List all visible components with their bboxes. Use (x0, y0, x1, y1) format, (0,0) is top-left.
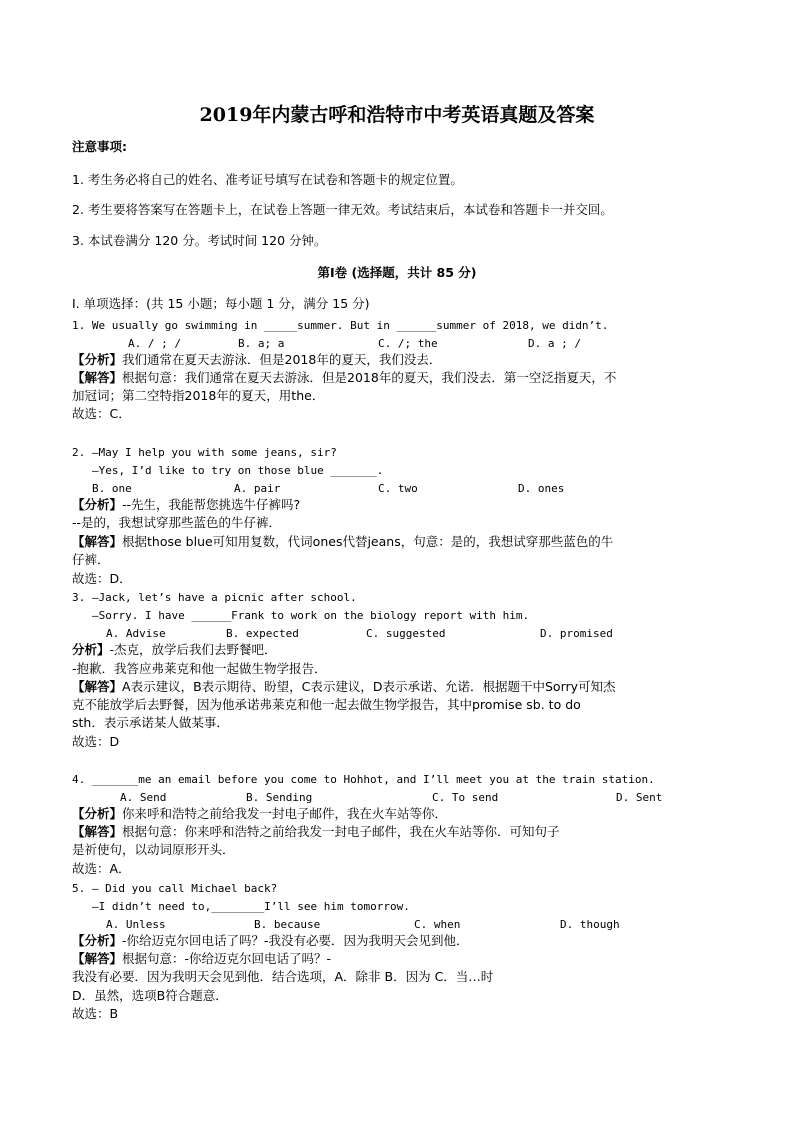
answer-label: 【解答】 (72, 824, 123, 839)
option: D. ones (518, 482, 565, 495)
answer-choice: 故选：A． (72, 861, 131, 876)
notice-heading: 注意事项: (72, 139, 127, 154)
answer-text: A表示建议，B表示期待、盼望，C表示建议，D表示承诺、允诺．根据题干中Sorry可知杰 (122, 679, 616, 694)
option: D. though (560, 918, 620, 931)
analysis-text: --先生，我能帮您挑选牛仔裤吗? (122, 497, 301, 512)
answer-text: 是祈使句，以动词原形开头． (72, 842, 235, 857)
answer (72, 823, 560, 841)
analysis (72, 496, 300, 514)
question-stem: 4. _______me an email before you come to Hohhot, and I’ll meet you at the train station. (72, 773, 655, 786)
question-stem: —Yes, I’d like to try on those blue _______. (92, 464, 384, 477)
answer-choice: 故选：D． (72, 571, 132, 586)
section-title: 第Ⅰ卷 (选择题，共计 85 分) (317, 265, 477, 280)
notice-item: 2. 考生要将答案写在答题卡上，在试卷上答题一律无效。考试结束后，本试卷和答题卡一并交回。 (72, 202, 613, 217)
answer (72, 369, 616, 387)
answer-text: 根据句意：你来呼和浩特之前给我发一封电子邮件，我在火车站等你．可知句子 (122, 824, 560, 839)
answer-label: 【解答】 (72, 951, 123, 966)
analysis (72, 641, 277, 659)
answer-choice: 故选：D (72, 734, 120, 749)
answer-choice: 故选：C． (72, 406, 131, 421)
analysis-text: -杰克，放学后我们去野餐吧． (109, 642, 277, 657)
answer-text: sth．表示承诺某人做某事． (72, 715, 229, 730)
option: A. / ; / (128, 337, 181, 350)
option: B. a; a (238, 337, 285, 350)
option: C. two (378, 482, 418, 495)
analysis (72, 805, 447, 823)
option: C. suggested (366, 627, 446, 640)
option: B. Sending (246, 791, 313, 804)
answer-text: 仔裤． (72, 552, 110, 567)
option: A. Send (120, 791, 167, 804)
analysis-text: 你来呼和浩特之前给我发一封电子邮件，我在火车站等你． (122, 806, 448, 821)
option: A. Advise (106, 627, 166, 640)
answer-label: 【解答】 (72, 534, 123, 549)
question-stem: 3. —Jack, let’s have a picnic after school. (72, 591, 357, 604)
answer-text: 我没有必要．因为我明天会见到他．结合选项，A．除非 B．因为 C．当…时 (72, 969, 494, 984)
analysis-label: 【分析】 (72, 806, 123, 821)
analysis-text: -你给迈克尔回电话了吗？-我没有必要．因为我明天会见到他． (122, 933, 469, 948)
analysis-text: --是的，我想试穿那些蓝色的牛仔裤． (72, 515, 282, 530)
option: B. one (92, 482, 132, 495)
answer (72, 533, 613, 551)
option: A. pair (234, 482, 281, 495)
answer-label: 【解答】 (72, 370, 123, 385)
analysis-text: -抱歉．我答应弗莱克和他一起做生物学报告． (72, 661, 327, 676)
analysis (72, 932, 469, 950)
question-stem: 2. —May I help you with some jeans, sir? (72, 446, 337, 459)
analysis (72, 351, 441, 369)
answer (72, 678, 616, 696)
analysis-label: 【分析】 (72, 497, 123, 512)
answer-text: 根据句意：-你给迈克尔回电话了吗？- (122, 951, 332, 966)
option: D. Sent (616, 791, 663, 804)
question-stem: —I didn’t need to,________I’ll see him tomorrow. (92, 900, 410, 913)
option: D. promised (540, 627, 613, 640)
option: B. expected (226, 627, 299, 640)
answer-text: 克不能放学后去野餐，因为他承诺弗莱克和他一起去做生物学报告，其中promise sb. to do (72, 697, 581, 712)
analysis-label: 分析】 (72, 642, 110, 657)
page-title: 2019年内蒙古呼和浩特市中考英语真题及答案 (199, 104, 595, 126)
notice-item: 3. 本试卷满分 120 分。考试时间 120 分钟。 (72, 233, 327, 248)
option: B. because (254, 918, 321, 931)
question-stem: 1. We usually go swimming in _____summer. But in ______summer of 2018, we didn’t. (72, 319, 609, 332)
analysis-label: 【分析】 (72, 933, 123, 948)
answer-choice: 故选：B (72, 1006, 119, 1021)
analysis-label: 【分析】 (72, 352, 123, 367)
answer-text: 根据those blue可知用复数，代词ones代替jeans，句意：是的，我想试穿那些蓝色的牛 (122, 534, 614, 549)
option: C. To send (432, 791, 499, 804)
answer-label: 【解答】 (72, 679, 123, 694)
option: A. Unless (106, 918, 166, 931)
part-title: I. 单项选择：(共 15 小题；每小题 1 分，满分 15 分) (72, 296, 370, 311)
answer-text: 加冠词；第二空特指2018年的夏天，用the． (72, 388, 325, 403)
analysis-text: 我们通常在夏天去游泳．但是2018年的夏天，我们没去． (122, 352, 442, 367)
notice-item: 1. 考生务必将自己的姓名、准考证号填写在试卷和答题卡的规定位置。 (72, 172, 463, 187)
answer-text: 根据句意：我们通常在夏天去游泳．但是2018年的夏天，我们没去．第一空泛指夏天，不 (122, 370, 617, 385)
option: D. a ; / (528, 337, 581, 350)
option: C. when (414, 918, 461, 931)
question-stem: 5. — Did you call Michael back? (72, 882, 278, 895)
answer-text: D．虽然，选项B符合题意． (72, 988, 228, 1003)
option: C. /; the (378, 337, 438, 350)
question-stem: —Sorry. I have ______Frank to work on the biology report with him. (92, 609, 530, 622)
answer (72, 950, 331, 968)
